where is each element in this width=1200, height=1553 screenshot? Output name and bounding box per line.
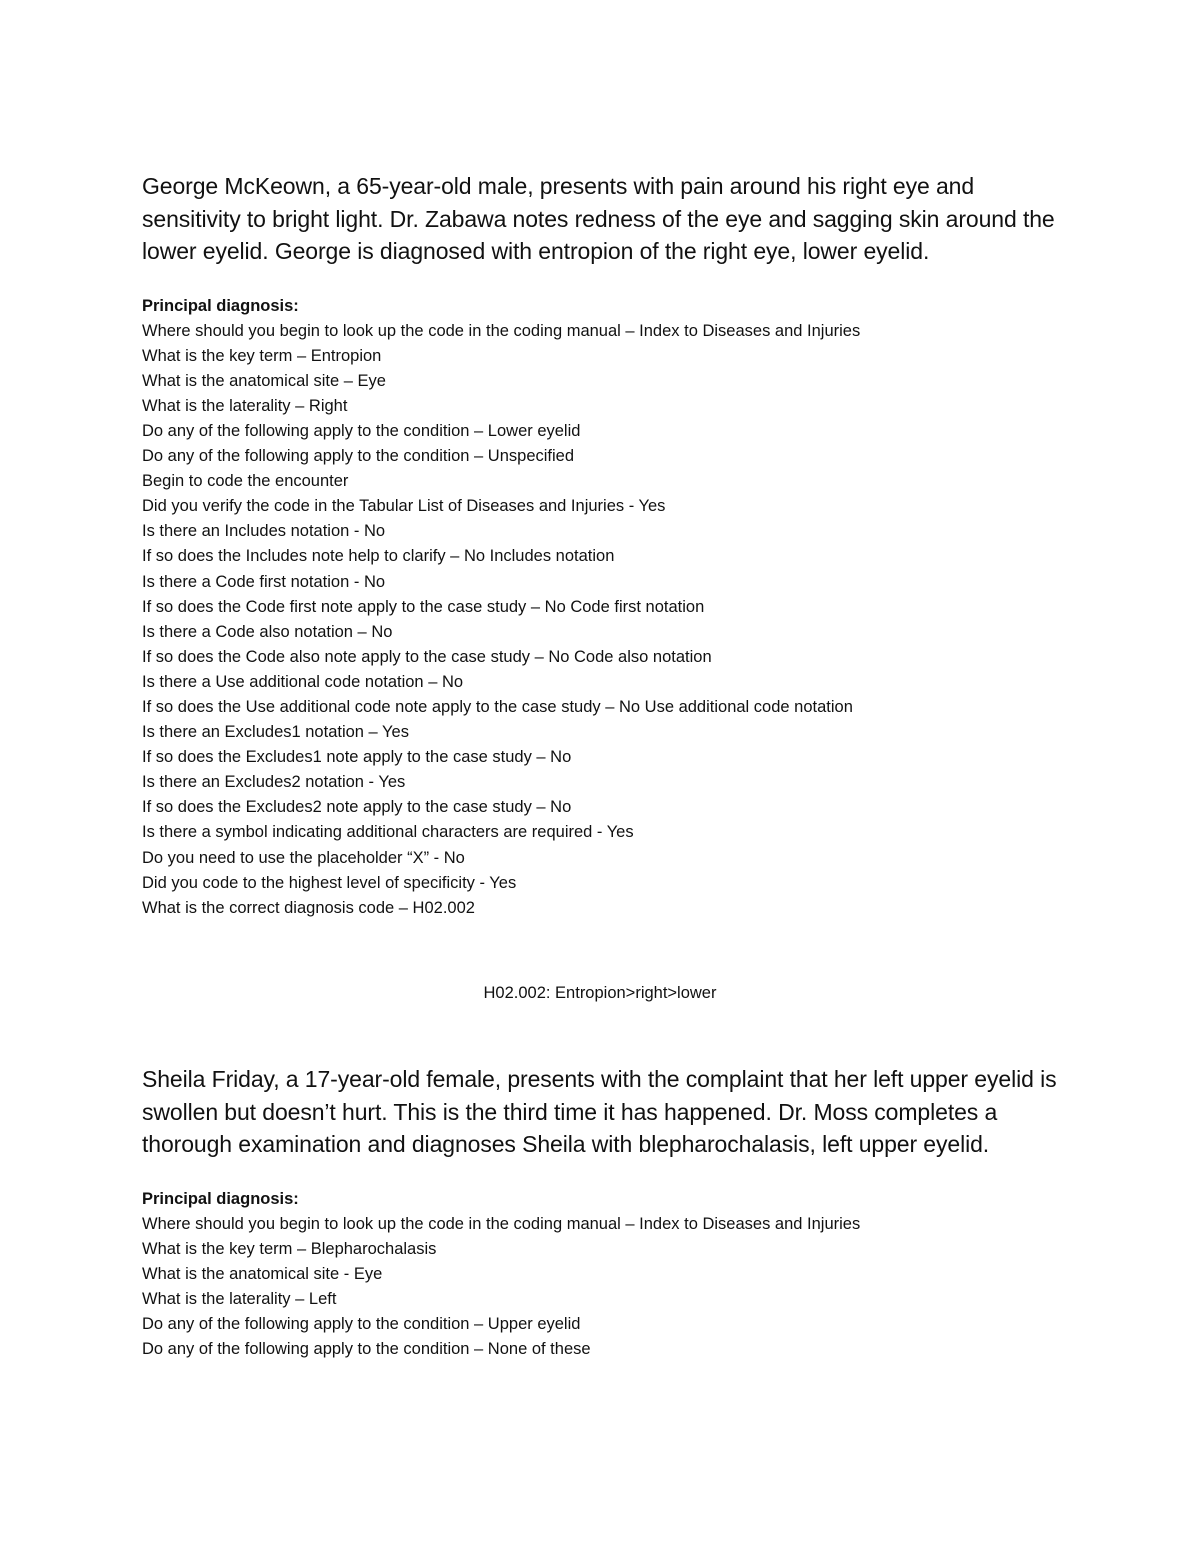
- list-item: Did you verify the code in the Tabular List of Diseases and Injuries - Yes: [142, 497, 666, 516]
- list-item: Begin to code the encounter: [142, 472, 349, 491]
- case-study-sheila: [142, 1063, 1062, 1362]
- spacer: [142, 268, 1062, 294]
- list-item: If so does the Code first note apply to the case study – No Code first notation: [142, 597, 705, 616]
- list-item: If so does the Excludes2 note apply to the case study – No: [142, 798, 572, 817]
- list-item: Do any of the following apply to the condition – Unspecified: [142, 447, 575, 466]
- list-item: If so does the Includes note help to clarify – No Includes notation: [142, 547, 615, 566]
- list-item: What is the key term – Blepharochalasis: [142, 1239, 437, 1258]
- list-item: What is the laterality – Left: [142, 1289, 337, 1308]
- diagnosis-code-summary: H02.002: Entropion>right>lower: [483, 984, 717, 1002]
- diagnosis-question-list: [142, 1212, 1062, 1363]
- list-item: Do any of the following apply to the condition – None of these: [142, 1340, 591, 1359]
- principal-diagnosis-heading: Principal diagnosis:: [142, 296, 299, 315]
- case-paragraph: George McKeown, a 65-year-old male, presents with pain around his right eye and sensitivity to bright light. Dr. Zabawa notes redness of the eye and sagging skin around the lower eyelid. George is diagnosed with entropion of the right eye, lower eyelid.: [142, 173, 1055, 264]
- list-item: Is there an Excludes1 notation – Yes: [142, 723, 409, 742]
- list-item: If so does the Code also note apply to the case study – No Code also notation: [142, 647, 712, 666]
- principal-diagnosis-heading: Principal diagnosis:: [142, 1189, 299, 1208]
- list-item: What is the laterality – Right: [142, 396, 348, 415]
- list-item: If so does the Excludes1 note apply to the case study – No: [142, 748, 572, 767]
- list-item: Is there a symbol indicating additional characters are required - Yes: [142, 823, 634, 842]
- list-item: What is the anatomical site – Eye: [142, 371, 386, 390]
- list-item: What is the correct diagnosis code – H02.002: [142, 898, 475, 917]
- list-item: Is there an Includes notation - No: [142, 522, 386, 541]
- list-item: What is the key term – Entropion: [142, 346, 382, 365]
- list-item: Where should you begin to look up the code in the coding manual – Index to Diseases and Injuries: [142, 321, 861, 340]
- list-item: Did you code to the highest level of specificity - Yes: [142, 873, 517, 892]
- list-item: Is there a Code also notation – No: [142, 622, 393, 641]
- list-item: Do any of the following apply to the condition – Upper eyelid: [142, 1314, 581, 1333]
- list-item: Do any of the following apply to the condition – Lower eyelid: [142, 421, 581, 440]
- list-item: Is there a Code first notation - No: [142, 572, 386, 591]
- list-item: Where should you begin to look up the code in the coding manual – Index to Diseases and Injuries: [142, 1214, 861, 1233]
- case-paragraph: Sheila Friday, a 17-year-old female, presents with the complaint that her left upper eyelid is swollen but doesn’t hurt. This is the third time it has happened. Dr. Moss completes a thorough examination and diagnoses Sheila with blepharochalasis, left upper eyelid.: [142, 1066, 1057, 1157]
- list-item: Is there an Excludes2 notation - Yes: [142, 773, 406, 792]
- list-item: What is the anatomical site - Eye: [142, 1264, 383, 1283]
- list-item: Is there a Use additional code notation – No: [142, 672, 464, 691]
- list-item: Do you need to use the placeholder “X” - No: [142, 848, 465, 867]
- case-study-george: [142, 170, 1062, 921]
- list-item: If so does the Use additional code note apply to the case study – No Use additional code notation: [142, 698, 853, 716]
- diagnosis-question-list: [142, 319, 1062, 921]
- spacer: [142, 1161, 1062, 1187]
